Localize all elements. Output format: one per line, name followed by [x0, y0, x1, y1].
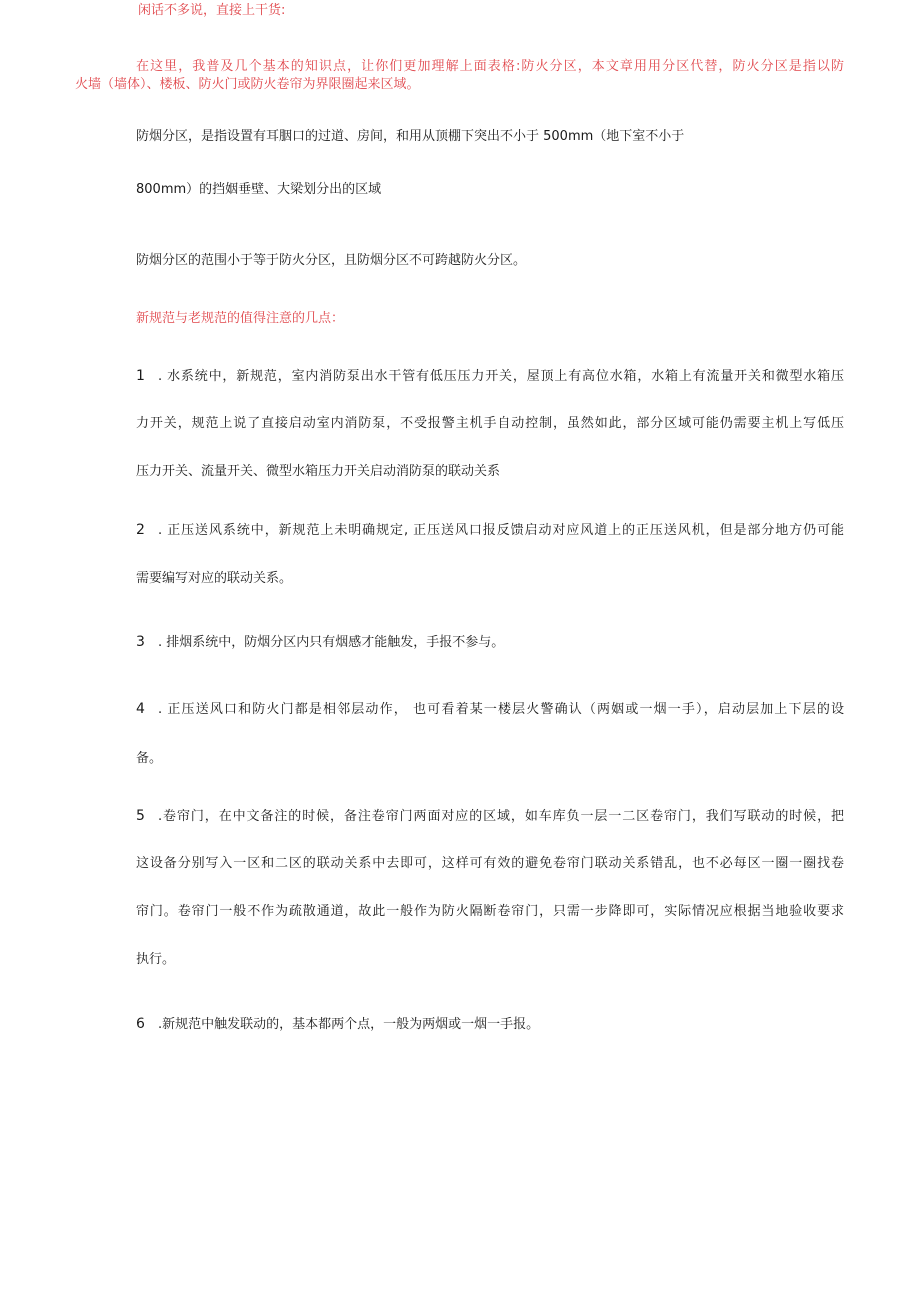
list-item-number: 4: [136, 701, 145, 717]
list-item-text: . 水系统中，新规范，室内消防泵出水干管有低压压力开关，屋顶上有高位水箱，水箱上有流量开关和微型水箱压: [158, 369, 844, 384]
list-item-line: 帘门。卷帘门一般不作为疏散通道，故此一般作为防火隔断卷帘门，只需一步降即可，实际情况应根据当地验收要求: [136, 904, 844, 919]
list-item-line: 执行。: [136, 952, 176, 967]
list-item-line: [136, 700, 844, 719]
list-item-line: [136, 521, 844, 540]
notes-heading: 新规范与老规范的值得注意的几点：: [136, 311, 345, 326]
list-item-number: 3: [136, 634, 145, 650]
list-item-line: 需要编写对应的联动关系。: [136, 571, 293, 586]
list-item-text: . 正压送风系统中，新规范上未明确规定, 正压送风口报反馈启动对应风道上的正压送风机，但是部分地方仍可能: [158, 523, 844, 538]
list-item-text: . 正压送风口和防火门都是相邻层动作， 也可看着某一楼层火警确认（两姻或一烟一手），启动层加上下层的设: [158, 702, 844, 717]
list-item-line: [136, 367, 844, 386]
smoke-definition-line: 800mm）的挡姻垂壁、大梁划分出的区域: [136, 182, 382, 197]
list-item-line: [136, 1015, 539, 1034]
list-item-line: 备。: [136, 751, 163, 766]
list-item-line: 这设备分别写入一区和二区的联动关系中去即可，这样可有效的避免卷帘门联动关系错乱，也不必每区一圈一圈找卷: [136, 856, 844, 871]
intro-line: 闲话不多说，直接上干货:: [138, 3, 286, 18]
list-item-text: .新规范中触发联动的，基本都两个点，一般为两烟或一烟一手报。: [158, 1017, 540, 1032]
list-item-line: [136, 633, 504, 652]
list-item-number: 2: [136, 522, 145, 538]
smoke-scope-line: 防烟分区的范围小于等于防火分区，且防烟分区不可跨越防火分区。: [136, 253, 527, 268]
list-item-number: 6: [136, 1016, 145, 1032]
list-item-number: 5: [136, 808, 145, 824]
list-item-line: 压力开关、流量开关、微型水箱压力开关启动消防泵的联动关系: [136, 464, 501, 479]
list-item-text: .卷帘门，在中文备注的时候，备注卷帘门两面对应的区域，如车库负一层一二区卷帘门，我们写联动的时候，把: [158, 809, 844, 824]
list-item-text: . 排烟系统中，防烟分区内只有烟感才能触发，手报不参与。: [158, 635, 505, 650]
list-item-line: 力开关，规范上说了直接启动室内消防泵，不受报警主机手自动控制，虽然如此，部分区域可能仍需要主机上写低压: [136, 416, 844, 431]
smoke-definition-line: 防烟分区，是指设置有耳胭口的过道、房间，和用从顶棚下突出不小于 500mm（地下室不小于: [136, 129, 685, 144]
intro-paragraph-line: 火墙（墙体）、楼板、防火门或防火卷帘为界限圈起来区域。: [75, 77, 420, 92]
list-item-line: [136, 807, 844, 826]
intro-paragraph-line: 在这里，我普及几个基本的知识点，让你们更加理解上面表格:防火分区，本文章用用分区代替，防火分区是指以防: [136, 59, 844, 74]
list-item-number: 1: [136, 368, 145, 384]
